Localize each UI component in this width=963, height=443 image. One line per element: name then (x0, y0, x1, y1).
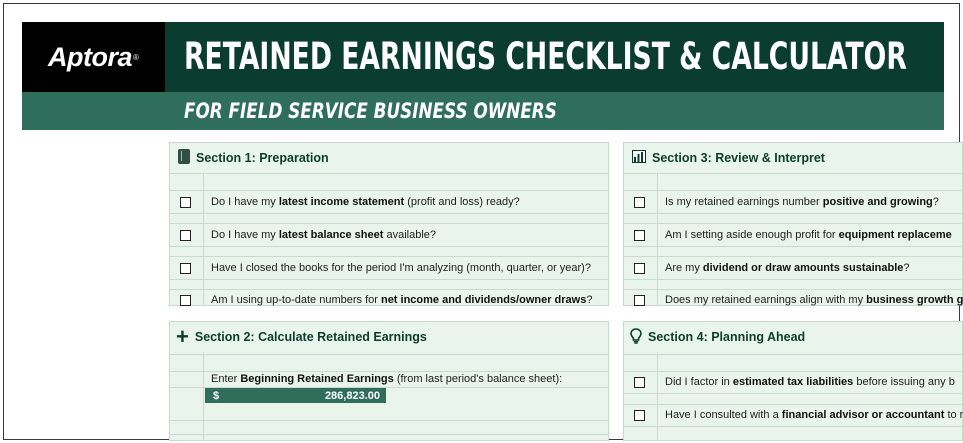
beginning-retained-earnings-value: 286,823.00 (324, 389, 380, 402)
checklist-item (170, 289, 608, 311)
subtitle-banner (22, 92, 944, 130)
beginning-retained-earnings-input[interactable] (205, 388, 386, 403)
checkbox[interactable] (180, 295, 191, 306)
section-3-title-row (632, 143, 825, 173)
checklist-item (624, 289, 962, 311)
section-4-title-row (630, 322, 805, 352)
checklist-question: Are my dividend or draw amounts sustainable? (665, 262, 910, 274)
checklist-item (170, 257, 608, 279)
section-2-title-row (176, 322, 427, 352)
checklist-item (624, 257, 962, 279)
checklist-item (170, 191, 608, 213)
aptora-logo (22, 22, 165, 92)
page-title: RETAINED EARNINGS CHECKLIST & CALCULATOR (184, 35, 907, 78)
section-3-panel (623, 142, 963, 306)
checklist-question: Do I have my latest income statement (profit and loss) ready? (211, 196, 520, 208)
checkbox[interactable] (180, 263, 191, 274)
section-3-title: Section 3: Review & Interpret (652, 151, 825, 165)
checklist-item (624, 371, 962, 393)
checklist-question: Is my retained earnings number positive and growing? (665, 196, 939, 208)
retained-earnings-prompt-row (170, 368, 608, 390)
bar-chart-icon (632, 150, 646, 166)
checklist-item (624, 224, 962, 246)
lightbulb-icon (630, 328, 642, 347)
currency-symbol: $ (213, 389, 220, 402)
checkbox[interactable] (634, 377, 645, 388)
section-4-title: Section 4: Planning Ahead (648, 330, 806, 344)
section-1-title-row (178, 143, 329, 173)
checkbox[interactable] (634, 263, 645, 274)
checklist-item (624, 404, 962, 426)
header-banner (22, 22, 944, 92)
checkbox[interactable] (634, 230, 645, 241)
section-1-title: Section 1: Preparation (196, 151, 329, 165)
section-4-panel (623, 321, 963, 441)
checkbox[interactable] (634, 410, 645, 421)
checkbox[interactable] (180, 197, 191, 208)
retained-earnings-prompt: Enter Beginning Retained Earnings (from last period's balance sheet): (211, 373, 563, 385)
section-2-title: Section 2: Calculate Retained Earnings (194, 330, 427, 344)
checklist-question: Am I using up-to-date numbers for net income and dividends/owner draws? (211, 294, 593, 306)
checklist-question: Do I have my latest balance sheet available? (211, 229, 437, 241)
checklist-question: Did I factor in estimated tax liabilities before issuing any b (665, 376, 955, 388)
logo-registered-mark: ® (133, 52, 139, 62)
checklist-item (170, 224, 608, 246)
plus-icon: + (176, 324, 189, 349)
logo-text: Aptora (48, 41, 133, 72)
checkbox[interactable] (180, 230, 191, 241)
checkbox[interactable] (634, 197, 645, 208)
checklist-question: Am I setting aside enough profit for equipment replaceme (665, 229, 952, 241)
section-2-panel (169, 321, 609, 441)
document-frame (3, 3, 963, 440)
checklist-question: Does my retained earnings align with my business growth g (665, 294, 963, 306)
book-icon (178, 149, 190, 167)
section-1-panel (169, 142, 609, 306)
checklist-question: Have I closed the books for the period I'm analyzing (month, quarter, or year)? (211, 262, 591, 274)
page-subtitle: FOR FIELD SERVICE BUSINESS OWNERS (184, 99, 557, 123)
checklist-item (624, 191, 962, 213)
checklist-question: Have I consulted with a financial advisor or accountant to r (665, 409, 963, 421)
checkbox[interactable] (634, 295, 645, 306)
